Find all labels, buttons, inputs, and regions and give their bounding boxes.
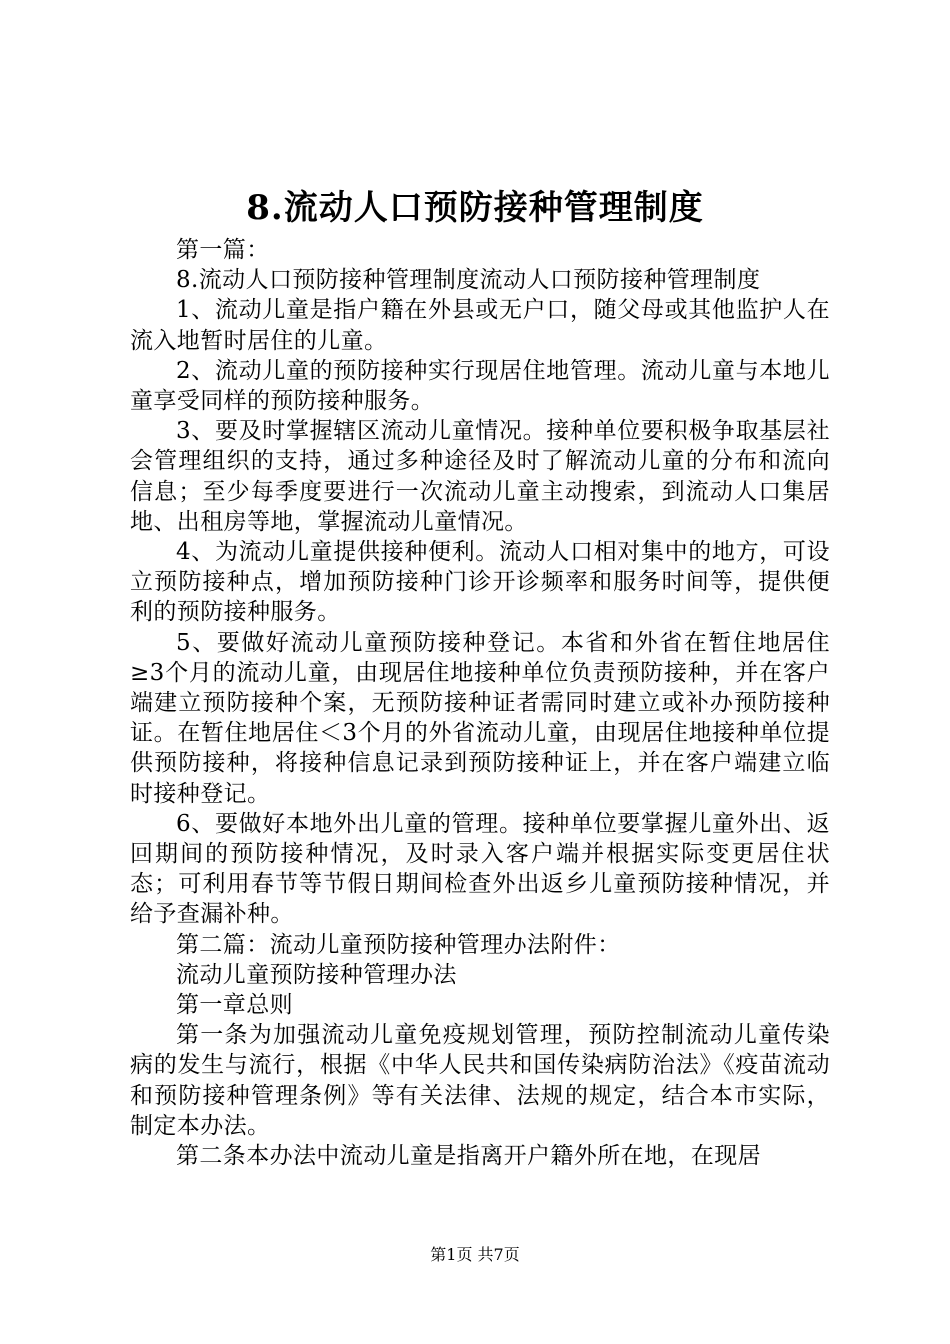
page-footer: 第1页 共7页 <box>430 1245 520 1264</box>
paragraph: 第一章总则 <box>176 992 293 1019</box>
paragraph: 2、流动儿童的预防接种实行现居住地管理。流动儿童与本地儿童享受同样的预防接种服务。 <box>130 357 830 415</box>
paragraph: 5、要做好流动儿童预防接种登记。本省和外省在暂住地居住≥3个月的流动儿童，由现居住地接种单位负责预防接种，并在客户端建立预防接种个案，无预防接种证者需同时建立或补办预防接种证。在暂住地居住＜3个月的外省流动儿童，由现居住地接种单位提供预防接种，将接种信息记录到预防接种证上，并在客户端建立临时接种登记。 <box>130 629 830 807</box>
paragraph: 6、要做好本地外出儿童的管理。接种单位要掌握儿童外出、返回期间的预防接种情况，及时录入客户端并根据实际变更居住状态；可利用春节等节假日期间检查外出返乡儿童预防接种情况，并给予查漏补种。 <box>130 810 830 928</box>
paragraph: 4、为流动儿童提供接种便利。流动人口相对集中的地方，可设立预防接种点，增加预防接种门诊开诊频率和服务时间等，提供便利的预防接种服务。 <box>130 539 830 626</box>
paragraph: 第二条本办法中流动儿童是指离开户籍外所在地，在现居 <box>176 1143 761 1170</box>
paragraph: 第一篇： <box>176 237 270 263</box>
paragraph: 流动儿童预防接种管理办法 <box>176 961 457 988</box>
document-body <box>130 235 830 1171</box>
paragraph: 1、流动儿童是指户籍在外县或无户口，随父母或其他监护人在流入地暂时居住的儿童。 <box>130 297 830 354</box>
paragraph: 3、要及时掌握辖区流动儿童情况。接种单位要积极争取基层社会管理组织的支持，通过多种途径及时了解流动儿童的分布和流向信息；至少每季度要进行一次流动儿童主动搜索，到流动人口集居地、出租房等地，掌握流动儿童情况。 <box>130 418 830 535</box>
document-title: 8.流动人口预防接种管理制度 <box>246 188 704 228</box>
paragraph: 第二篇：流动儿童预防接种管理办法附件： <box>176 931 621 958</box>
paragraph: 第一条为加强流动儿童免疫规划管理，预防控制流动儿童传染病的发生与流行，根据《中华人民共和国传染病防治法》《疫苗流动和预防接种管理条例》等有关法律、法规的规定，结合本市实际，制定本办法。 <box>130 1022 830 1139</box>
paragraph: 8.流动人口预防接种管理制度流动人口预防接种管理制度 <box>176 267 761 294</box>
